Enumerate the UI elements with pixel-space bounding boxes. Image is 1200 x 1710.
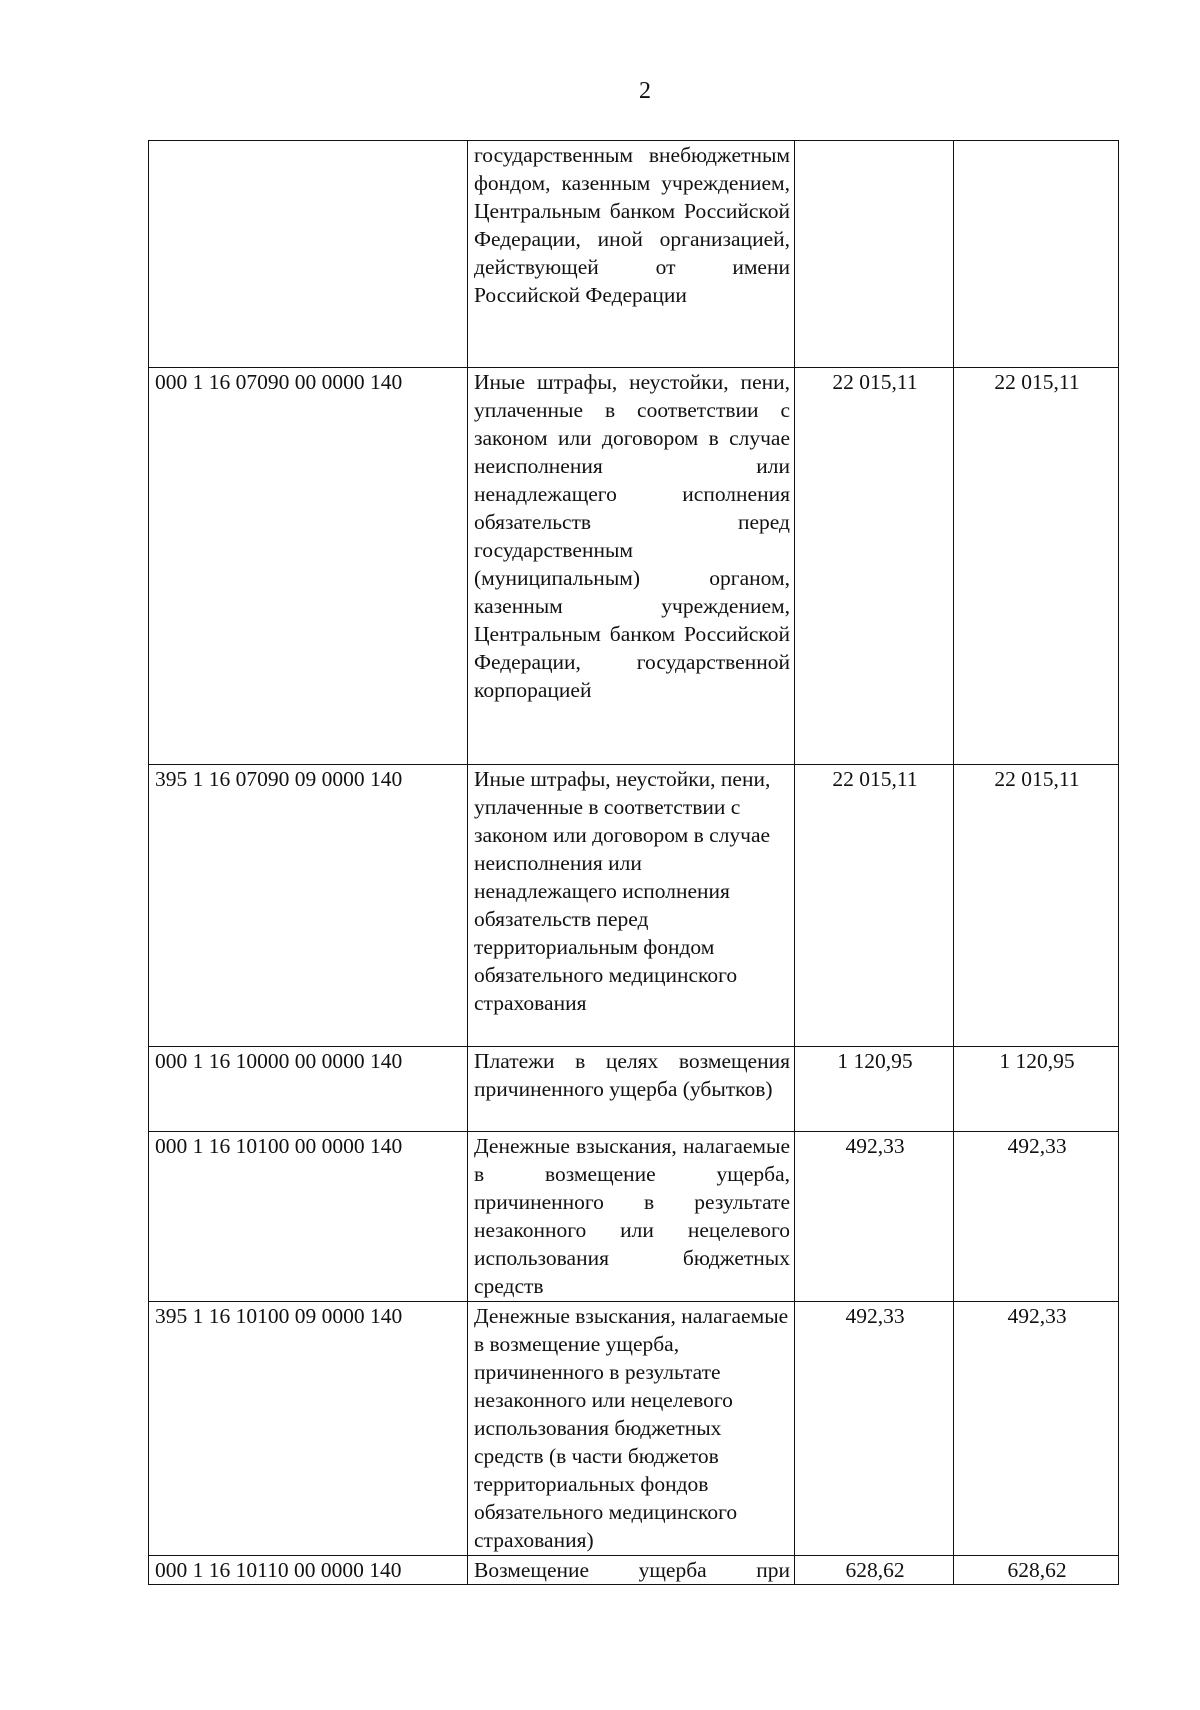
budget-code-cell: [149, 141, 468, 368]
description-cell: Иные штрафы, неустойки, пени, уплаченные в соответствии с законом или договором в случае неисполнения или ненадлежащего исполнения обязательств перед государственным (муниципальным) органом, казенным учреждением, Центральным банком Российской Федерации, государственной корпорацией: [468, 368, 795, 765]
description-cell: Платежи в целях возмещения причиненного ущерба (убытков): [468, 1047, 795, 1132]
value-cell-2: 22 015,11: [954, 765, 1119, 1047]
value-cell-1: [795, 141, 954, 368]
description-cell: Иные штрафы, неустойки, пени, уплаченные в соответствии с законом или договором в случае неисполнения или ненадлежащего исполнения обязательств перед территориальным фондом обязательного медицинского страхования: [468, 765, 795, 1047]
table-row: [149, 1047, 1119, 1132]
budget-code-cell: 000 1 16 10110 00 0000 140: [149, 1556, 468, 1585]
budget-code-cell: 395 1 16 10100 09 0000 140: [149, 1302, 468, 1556]
value-cell-1: 22 015,11: [795, 765, 954, 1047]
table-row: [149, 1132, 1119, 1302]
value-cell-2: 492,33: [954, 1132, 1119, 1302]
table-row: [149, 368, 1119, 765]
description-cell: Денежные взыскания, налагаемые в возмещение ущерба, причиненного в результате незаконного или нецелевого использования бюджетных средств (в части бюджетов территориальных фондов обязательного медицинского страхования): [468, 1302, 795, 1556]
budget-code-cell: 000 1 16 10100 00 0000 140: [149, 1132, 468, 1302]
table-row: [149, 1556, 1119, 1585]
value-cell-2: 22 015,11: [954, 368, 1119, 765]
table-row: [149, 1302, 1119, 1556]
budget-code-cell: 000 1 16 07090 00 0000 140: [149, 368, 468, 765]
budget-code-cell: 395 1 16 07090 09 0000 140: [149, 765, 468, 1047]
value-cell-1: 492,33: [795, 1132, 954, 1302]
budget-revenue-table: [148, 140, 1119, 1585]
value-cell-1: 628,62: [795, 1556, 954, 1585]
description-cell: Возмещение ущерба при: [468, 1556, 795, 1585]
value-cell-1: 1 120,95: [795, 1047, 954, 1132]
description-cell: государственным внебюджетным фондом, казенным учреждением, Центральным банком Российской Федерации, иной организацией, действующей от имени Российской Федерации: [468, 141, 795, 368]
value-cell-2: [954, 141, 1119, 368]
value-cell-2: 1 120,95: [954, 1047, 1119, 1132]
description-cell: Денежные взыскания, налагаемые в возмещение ущерба, причиненного в результате незаконного или нецелевого использования бюджетных средств: [468, 1132, 795, 1302]
value-cell-1: 22 015,11: [795, 368, 954, 765]
budget-code-cell: 000 1 16 10000 00 0000 140: [149, 1047, 468, 1132]
value-cell-2: 492,33: [954, 1302, 1119, 1556]
table-row: [149, 765, 1119, 1047]
table-row: [149, 141, 1119, 368]
page-number: 2: [639, 78, 651, 104]
value-cell-2: 628,62: [954, 1556, 1119, 1585]
value-cell-1: 492,33: [795, 1302, 954, 1556]
